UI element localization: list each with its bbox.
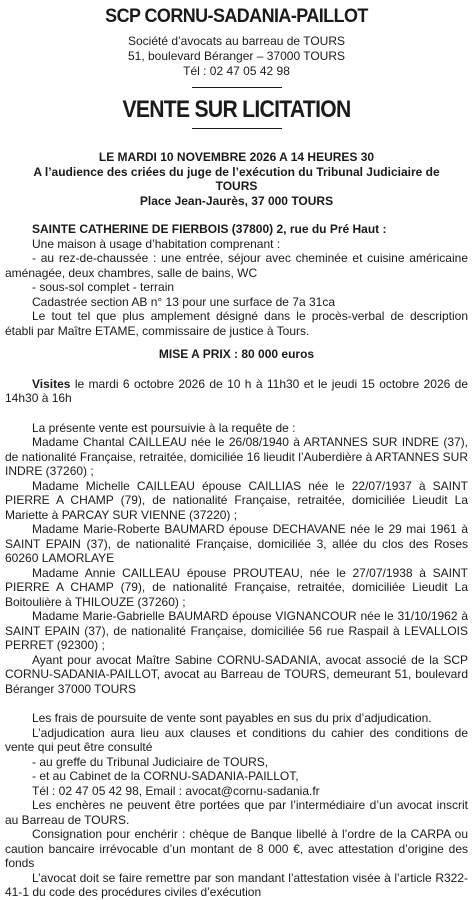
property-line: - sous-sol complet - terrain <box>32 280 175 295</box>
property-line: Cadastrée section AB n° 13 pour une surface de 7a 31ca <box>32 294 335 309</box>
notice-header <box>5 4 468 129</box>
visits-paragraph <box>5 377 468 406</box>
parties-intro: La présente vente est poursuivie à la requête de : <box>32 420 296 435</box>
firm-subtitle: Société d’avocats au barreau de TOURS <box>127 34 345 48</box>
consult-location: - au greffe du Tribunal Judiciaire de TOURS, <box>32 754 269 769</box>
consult-location: - et au Cabinet de la CORNU-SADANIA-PAILLOT, <box>32 769 299 784</box>
starting-price: MISE A PRIX : 80 000 euros <box>158 347 315 362</box>
firm-address: 51, boulevard Béranger – 37000 TOURS <box>127 49 346 63</box>
hearing-date: LE MARDI 10 NOVEMBRE 2026 A 14 HEURES 30 <box>98 150 375 164</box>
bids-paragraph: Les enchères ne peuvent être portées que par l’intermédiaire d’un avocat inscrit au Barreau de TOURS. <box>5 798 468 827</box>
header-divider <box>192 87 282 88</box>
party-item: Madame Chantal CAILLEAU née le 26/08/1940 à ARTANNES SUR INDRE (37), de nationalité Française, retraitée, domiciliée 16 lieudit l’Auberdière à ARTANNES SUR INDRE (37260) ; <box>5 435 468 479</box>
visits-label: Visites <box>32 376 71 391</box>
hearing-block <box>5 150 468 208</box>
contact-line: Tél : 02 47 05 42 98, Email : avocat@cornu-sadania.fr <box>32 783 320 798</box>
party-item: Madame Annie CAILLEAU épouse PROUTEAU, née le 27/07/1938 à SAINT PIERRE A CHAMP (79), de nationalité Française, retraitée, domiciliée Lieudit La Boitoulière à THILOUZE (37260) ; <box>5 565 468 609</box>
sale-title: VENTE SUR LICITATION <box>122 96 351 123</box>
property-location: SAINTE CATHERINE DE FIERBOIS (37800) 2, rue du Pré Haut : <box>32 222 387 237</box>
party-item: Madame Marie-Gabrielle BAUMARD épouse VIGNANCOUR née le 31/10/1962 à SAINT EPAIN (37), de nationalité Française, domiciliée 56 rue Raspail à LEVALLOIS PERRET (92300) ; <box>5 609 468 653</box>
party-item: Madame Marie-Roberte BAUMARD épouse DECHAVANE née le 29 mai 1961 à SAINT EPAIN (37), de nationalité Française, domiciliée 3, allée du clos des Roses 60260 LAMORLAYE <box>5 522 468 566</box>
property-line: Le tout tel que plus amplement désigné dans le procès-verbal de description établi par Maître ETAME, commissaire de justice à Tours. <box>5 309 468 338</box>
title-divider <box>192 128 282 129</box>
deposit-paragraph: Consignation pour enchérir : chèque de Banque libellé à l’ordre de la CARPA ou caution bancaire irrévocable d’un montant de 8 000 €, avec attestation d’origine des fonds <box>5 827 468 871</box>
firm-name: SCP CORNU-SADANIA-PAILLOT <box>105 5 368 27</box>
fees-paragraph: Les frais de poursuite de vente sont payables en sus du prix d’adjudication. <box>32 711 432 726</box>
lawyer-attestation: L’avocat doit se faire remettre par son mandant l’attestation visée à l’article R322-41-1 du code des procédures civiles d’exécution <box>5 870 468 900</box>
property-line: Une maison à usage d’habitation comprenant : <box>32 236 281 251</box>
auction-paragraph: L’adjudication aura lieu aux clauses et conditions du cahier des conditions de vente qui peut être consulté <box>5 725 468 755</box>
party-lawyer: Ayant pour avocat Maître Sabine CORNU-SADANIA, avocat associé de la SCP CORNU-SADANIA-PAILLOT, avocat au Barreau de TOURS, demeurant 51, boulevard Béranger 37000 TOURS <box>5 652 468 696</box>
hearing-address: Place Jean-Jaurès, 37 000 TOURS <box>139 193 334 208</box>
hearing-court: A l’audience des criées du juge de l’exécution du Tribunal Judiciaire de <box>33 164 440 179</box>
firm-phone: Tél : 02 47 05 42 98 <box>183 64 290 78</box>
party-item: Madame Michelle CAILLEAU épouse CAILLIAS née le 22/07/1937 à SAINT PIERRE A CHAMP (79), de nationalité Française, retraitée, domiciliée Lieudit La Mariette à PARCAY SUR VIENNE (37220) ; <box>5 478 468 522</box>
visits-text: le mardi 6 octobre 2026 de 10 h à 11h30 et le jeudi 15 octobre 2026 de 14h30 à 16h <box>5 376 468 406</box>
property-line: - au rez-de-chaussée : une entrée, séjour avec cheminée et cuisine américaine aménagée, deux chambres, salle de bains, WC <box>5 251 468 280</box>
hearing-city: TOURS <box>215 179 258 194</box>
